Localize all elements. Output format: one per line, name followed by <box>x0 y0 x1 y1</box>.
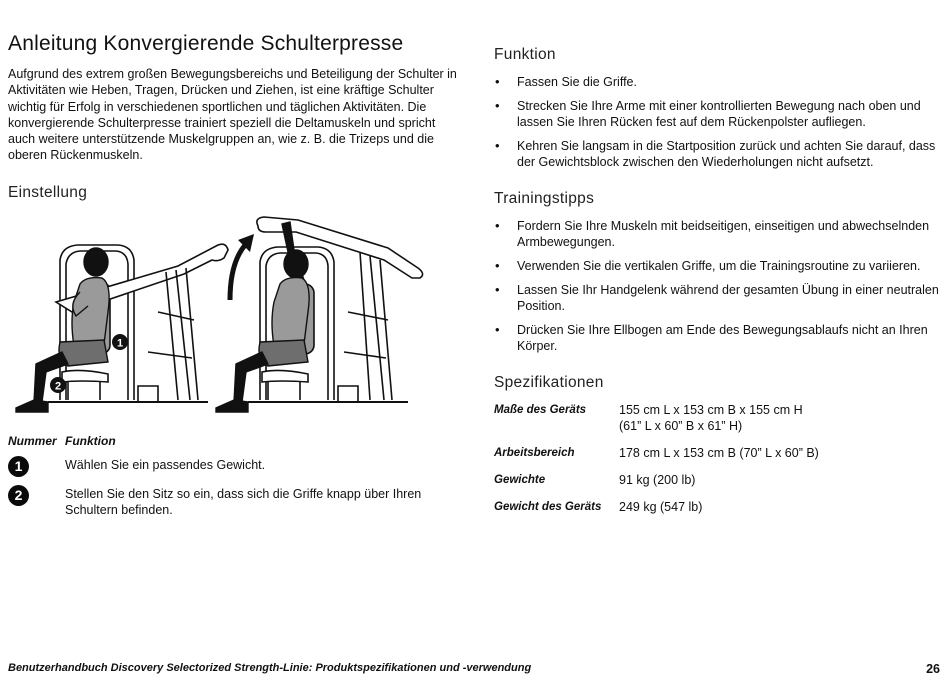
number-badge-1 <box>112 334 128 350</box>
list-item: • Kehren Sie langsam in die Startposition zurück und achten Sie darauf, dass der Gewichtsblock zwischen den Wiederholungen nicht aufsetzt. <box>494 138 940 170</box>
specs-table <box>494 402 940 515</box>
footer-text: Benutzerhandbuch Discovery Selectorized Strength-Linie: Produktspezifikationen und -verwendung <box>8 662 532 674</box>
list-item: • Verwenden Sie die vertikalen Griffe, um die Trainingsroutine zu variieren. <box>494 258 940 274</box>
intro-paragraph: Aufgrund des extrem großen Bewegungsbereichs und Beteiligung der Schulter in Aktivitäten wie Heben, Tragen, Drücken und Ziehen, ist eine kräftige Schulter wichtig für Erfolg in verschiedenen sportlichen und täglichen Aktivitäten. Die konvergierende Schulterpresse trainiert speziell die Deltamuskeln und spricht auch weitere unterstützende Muskelgruppen an, wie z. B. die Trizeps und die oberen Rückenmuskeln. <box>8 67 457 163</box>
list-item: • Drücken Sie Ihre Ellbogen am Ende des Bewegungsablaufs nicht an Ihren Körper. <box>494 322 940 354</box>
spec-label: Arbeitsbereich <box>494 447 575 459</box>
spec-value: 155 cm L x 153 cm B x 155 cm H <box>619 403 803 417</box>
setup-table-header <box>8 434 458 448</box>
spec-label: Gewicht des Geräts <box>494 501 602 513</box>
list-item: • Fassen Sie die Griffe. <box>494 74 940 90</box>
setup-heading: Einstellung <box>8 183 88 201</box>
badge-2-text: 2 <box>54 380 62 393</box>
tips-list <box>494 218 940 354</box>
spec-value: 178 cm L x 153 cm B (70” L x 60” B) <box>619 446 819 460</box>
page-footer <box>8 662 940 676</box>
list-item: • Strecken Sie Ihre Arme mit einer kontrollierten Bewegung nach oben und lassen Sie Ihren Rücken fest auf dem Rückenpolster aufliegen. <box>494 98 940 130</box>
spec-label: Maße des Geräts <box>494 404 587 416</box>
list-item: • Lassen Sie Ihr Handgelenk während der gesamten Übung in einer neutralen Position. <box>494 282 940 314</box>
table-row <box>8 457 458 477</box>
col-number-header: Nummer <box>8 433 57 448</box>
badge-1-text: 1 <box>116 337 124 350</box>
spec-label: Gewichte <box>494 474 546 486</box>
function-list <box>494 74 940 170</box>
tips-heading: Trainingstipps <box>494 190 595 207</box>
row-text: Wählen Sie ein passendes Gewicht. <box>65 457 266 472</box>
spec-row <box>494 472 940 488</box>
motion-arrow-icon <box>230 234 254 300</box>
table-row <box>8 486 458 518</box>
col-function-header: Funktion <box>65 433 116 448</box>
spec-row <box>494 499 940 515</box>
person-press-position <box>216 222 309 412</box>
spec-row <box>494 402 940 434</box>
left-column <box>8 32 458 518</box>
number-badge-1-icon: 1 <box>8 456 29 477</box>
page-title: Anleitung Konvergierende Schulterpresse <box>8 32 404 55</box>
function-heading: Funktion <box>494 46 556 63</box>
spec-value: 249 kg (547 lb) <box>619 500 703 514</box>
number-badge-2 <box>50 377 66 393</box>
setup-table <box>8 434 458 518</box>
list-item: • Fordern Sie Ihre Muskeln mit beidseitigen, einseitigen und abwechselnden Armbewegungen. <box>494 218 940 250</box>
page-number: 26 <box>926 662 940 676</box>
specs-heading: Spezifikationen <box>494 374 604 391</box>
number-badge-2-icon: 2 <box>8 485 29 506</box>
right-column <box>494 46 940 526</box>
spec-value-imperial: (61” L x 60” B x 61” H) <box>619 419 743 433</box>
spec-row <box>494 445 940 461</box>
shoulder-press-illustration <box>8 212 448 422</box>
spec-value: 91 kg (200 lb) <box>619 473 696 487</box>
row-text: Stellen Sie den Sitz so ein, dass sich die Griffe knapp über Ihren Schultern befinden. <box>65 486 422 517</box>
